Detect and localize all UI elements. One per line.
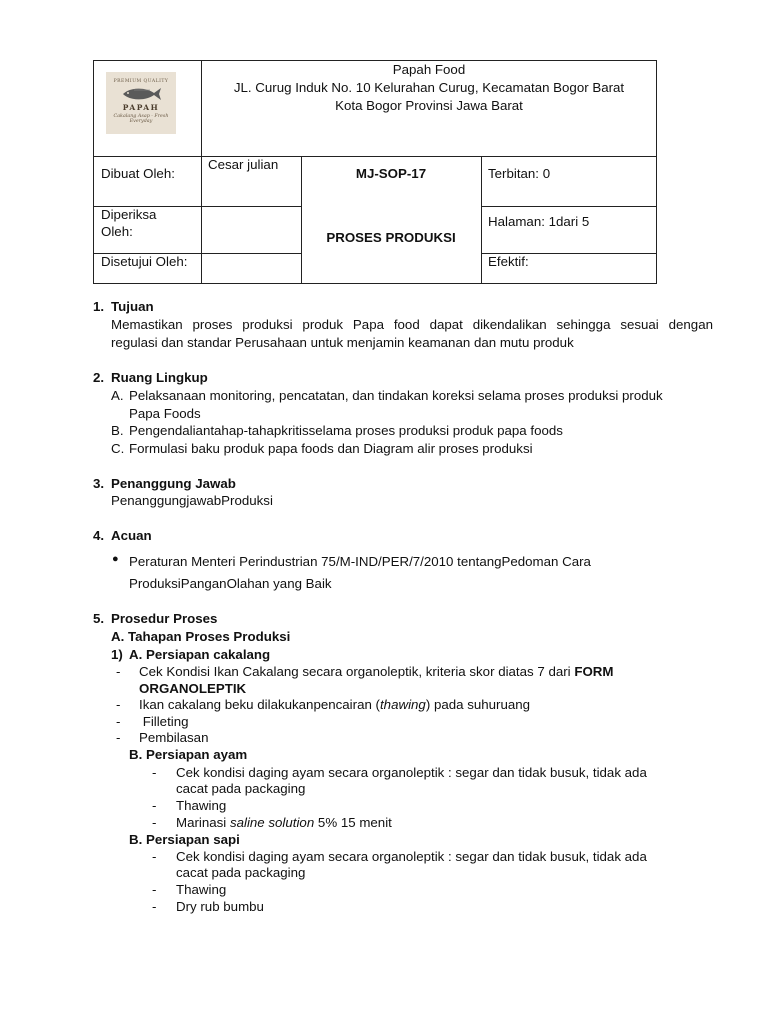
ayam-title: B. Persiapan ayam (129, 747, 248, 762)
ayam-step-1-line2: cacat pada packaging (176, 781, 306, 796)
sapi-step-1-line1: Cek kondisi daging ayam secara organoleptik : segar dan tidak busuk, tidak ada (176, 849, 647, 864)
section-2-number: 2. (93, 370, 105, 385)
company-logo (106, 72, 176, 134)
ayam-step-1-line1: Cek kondisi daging ayam secara organoleptik : segar dan tidak busuk, tidak ada (176, 765, 647, 780)
doc-code: MJ-SOP-17 (355, 166, 427, 181)
section-2-a-label: A. (111, 388, 124, 403)
logo-brand: PAPAH (122, 103, 160, 112)
section-3-title: Penanggung Jawab (111, 476, 236, 491)
section-2-c-text: Formulasi baku produk papa foods dan Diagram alir proses produksi (129, 441, 533, 456)
halaman: Halaman: 1dari 5 (488, 214, 590, 229)
address-line-1: JL. Curug Induk No. 10 Kelurahan Curug, Kecamatan Bogor Barat (233, 80, 625, 95)
section-2-title: Ruang Lingkup (111, 370, 208, 385)
terbitan: Terbitan: 0 (488, 166, 551, 181)
dibuat-value: Cesar julian (208, 157, 279, 172)
fish-icon (120, 86, 162, 102)
ayam-step-3-pre: Marinasi (176, 815, 230, 830)
ayam-step-3-italic: saline solution (229, 815, 315, 830)
section-4-title: Acuan (111, 528, 152, 543)
cakalang-step-2 (139, 697, 530, 712)
dash: - (116, 697, 121, 712)
sapi-step-1-line2: cacat pada packaging (176, 865, 306, 880)
section-3-text: PenanggungjawabProduksi (111, 493, 273, 508)
organoleptik-label: ORGANOLEPTIK (139, 681, 247, 696)
header-table (93, 60, 657, 284)
cakalang-step-3: Filleting (139, 714, 189, 729)
diperiksa-label (101, 206, 156, 240)
sapi-step-3: Dry rub bumbu (176, 899, 264, 914)
bullet-icon: ● (112, 553, 119, 565)
item-1-title: A. Persiapan cakalang (129, 647, 271, 662)
section-4-line1: Peraturan Menteri Perindustrian 75/M-IND/PER/7/2010 tentangPedoman Cara (129, 554, 591, 569)
ayam-step-3-post: 5% 15 menit (314, 815, 392, 830)
section-3-number: 3. (93, 476, 105, 491)
cakalang-step-2-post: ) pada suhuruang (425, 697, 531, 712)
disetujui-label: Disetujui Oleh: (101, 254, 188, 269)
cakalang-step-1 (139, 664, 613, 679)
company-address (202, 61, 656, 115)
dash: - (116, 664, 121, 679)
dash: - (116, 730, 121, 745)
section-5-title: Prosedur Proses (111, 611, 218, 626)
efektif: Efektif: (488, 254, 529, 269)
section-4-line2: ProduksiPanganOlahan yang Baik (129, 576, 332, 591)
sapi-title: B. Persiapan sapi (129, 832, 240, 847)
section-2-b-text: Pengendaliantahap-tahapkritisselama proses produksi produk papa foods (129, 423, 563, 438)
dash: - (116, 714, 121, 729)
logo-tagline-bottom: Cakalang Asap - Fresh Everyday (113, 114, 169, 124)
section-1-text-line2: regulasi dan standar Perusahaan untuk menjamin keamanan dan mutu produk (111, 335, 574, 350)
table-divider (481, 206, 656, 207)
section-1-title: Tujuan (111, 299, 154, 314)
section-5-number: 5. (93, 611, 105, 626)
cakalang-step-2-pre: Ikan cakalang beku dilakukanpencairan ( (139, 697, 380, 712)
table-divider (94, 156, 202, 157)
cakalang-step-4: Pembilasan (139, 730, 209, 745)
diperiksa-label-line2: Oleh: (101, 224, 133, 239)
address-line-2: Kota Bogor Provinsi Jawa Barat (335, 98, 523, 113)
dash: - (152, 849, 157, 864)
section-1-text-line1: Memastikan proses produksi produk Papa food dapat dikendalikan sehingga sesuai dengan (111, 317, 713, 332)
doc-title: PROSES PRODUKSI (326, 230, 456, 245)
company-name: Papah Food (392, 62, 466, 77)
section-2-a-line2: Papa Foods (129, 406, 201, 421)
diperiksa-label-line1: Diperiksa (101, 207, 157, 222)
section-5-sub-a: A. Tahapan Proses Produksi (111, 629, 291, 644)
dash: - (152, 765, 157, 780)
logo-tagline-top: PREMIUM QUALITY (113, 79, 169, 84)
ayam-step-3 (176, 815, 392, 830)
dash: - (152, 882, 157, 897)
dash: - (152, 798, 157, 813)
section-2-b-label: B. (111, 423, 124, 438)
cakalang-step-2-italic: thawing (379, 697, 426, 712)
sapi-step-2: Thawing (176, 882, 227, 897)
dash: - (152, 815, 157, 830)
section-2-c-label: C. (111, 441, 125, 456)
form-label: FORM (574, 664, 614, 679)
section-2-a-line1: Pelaksanaan monitoring, pencatatan, dan tindakan koreksi selama proses produksi produk (129, 388, 663, 403)
dash: - (152, 899, 157, 914)
item-1-number: 1) (111, 647, 123, 662)
section-4-number: 4. (93, 528, 105, 543)
section-1-number: 1. (93, 299, 105, 314)
ayam-step-2: Thawing (176, 798, 227, 813)
table-divider (481, 156, 482, 283)
dibuat-label: Dibuat Oleh: (101, 166, 175, 181)
cakalang-step-1-text: Cek Kondisi Ikan Cakalang secara organoleptik, kriteria skor diatas 7 dari (139, 664, 575, 679)
